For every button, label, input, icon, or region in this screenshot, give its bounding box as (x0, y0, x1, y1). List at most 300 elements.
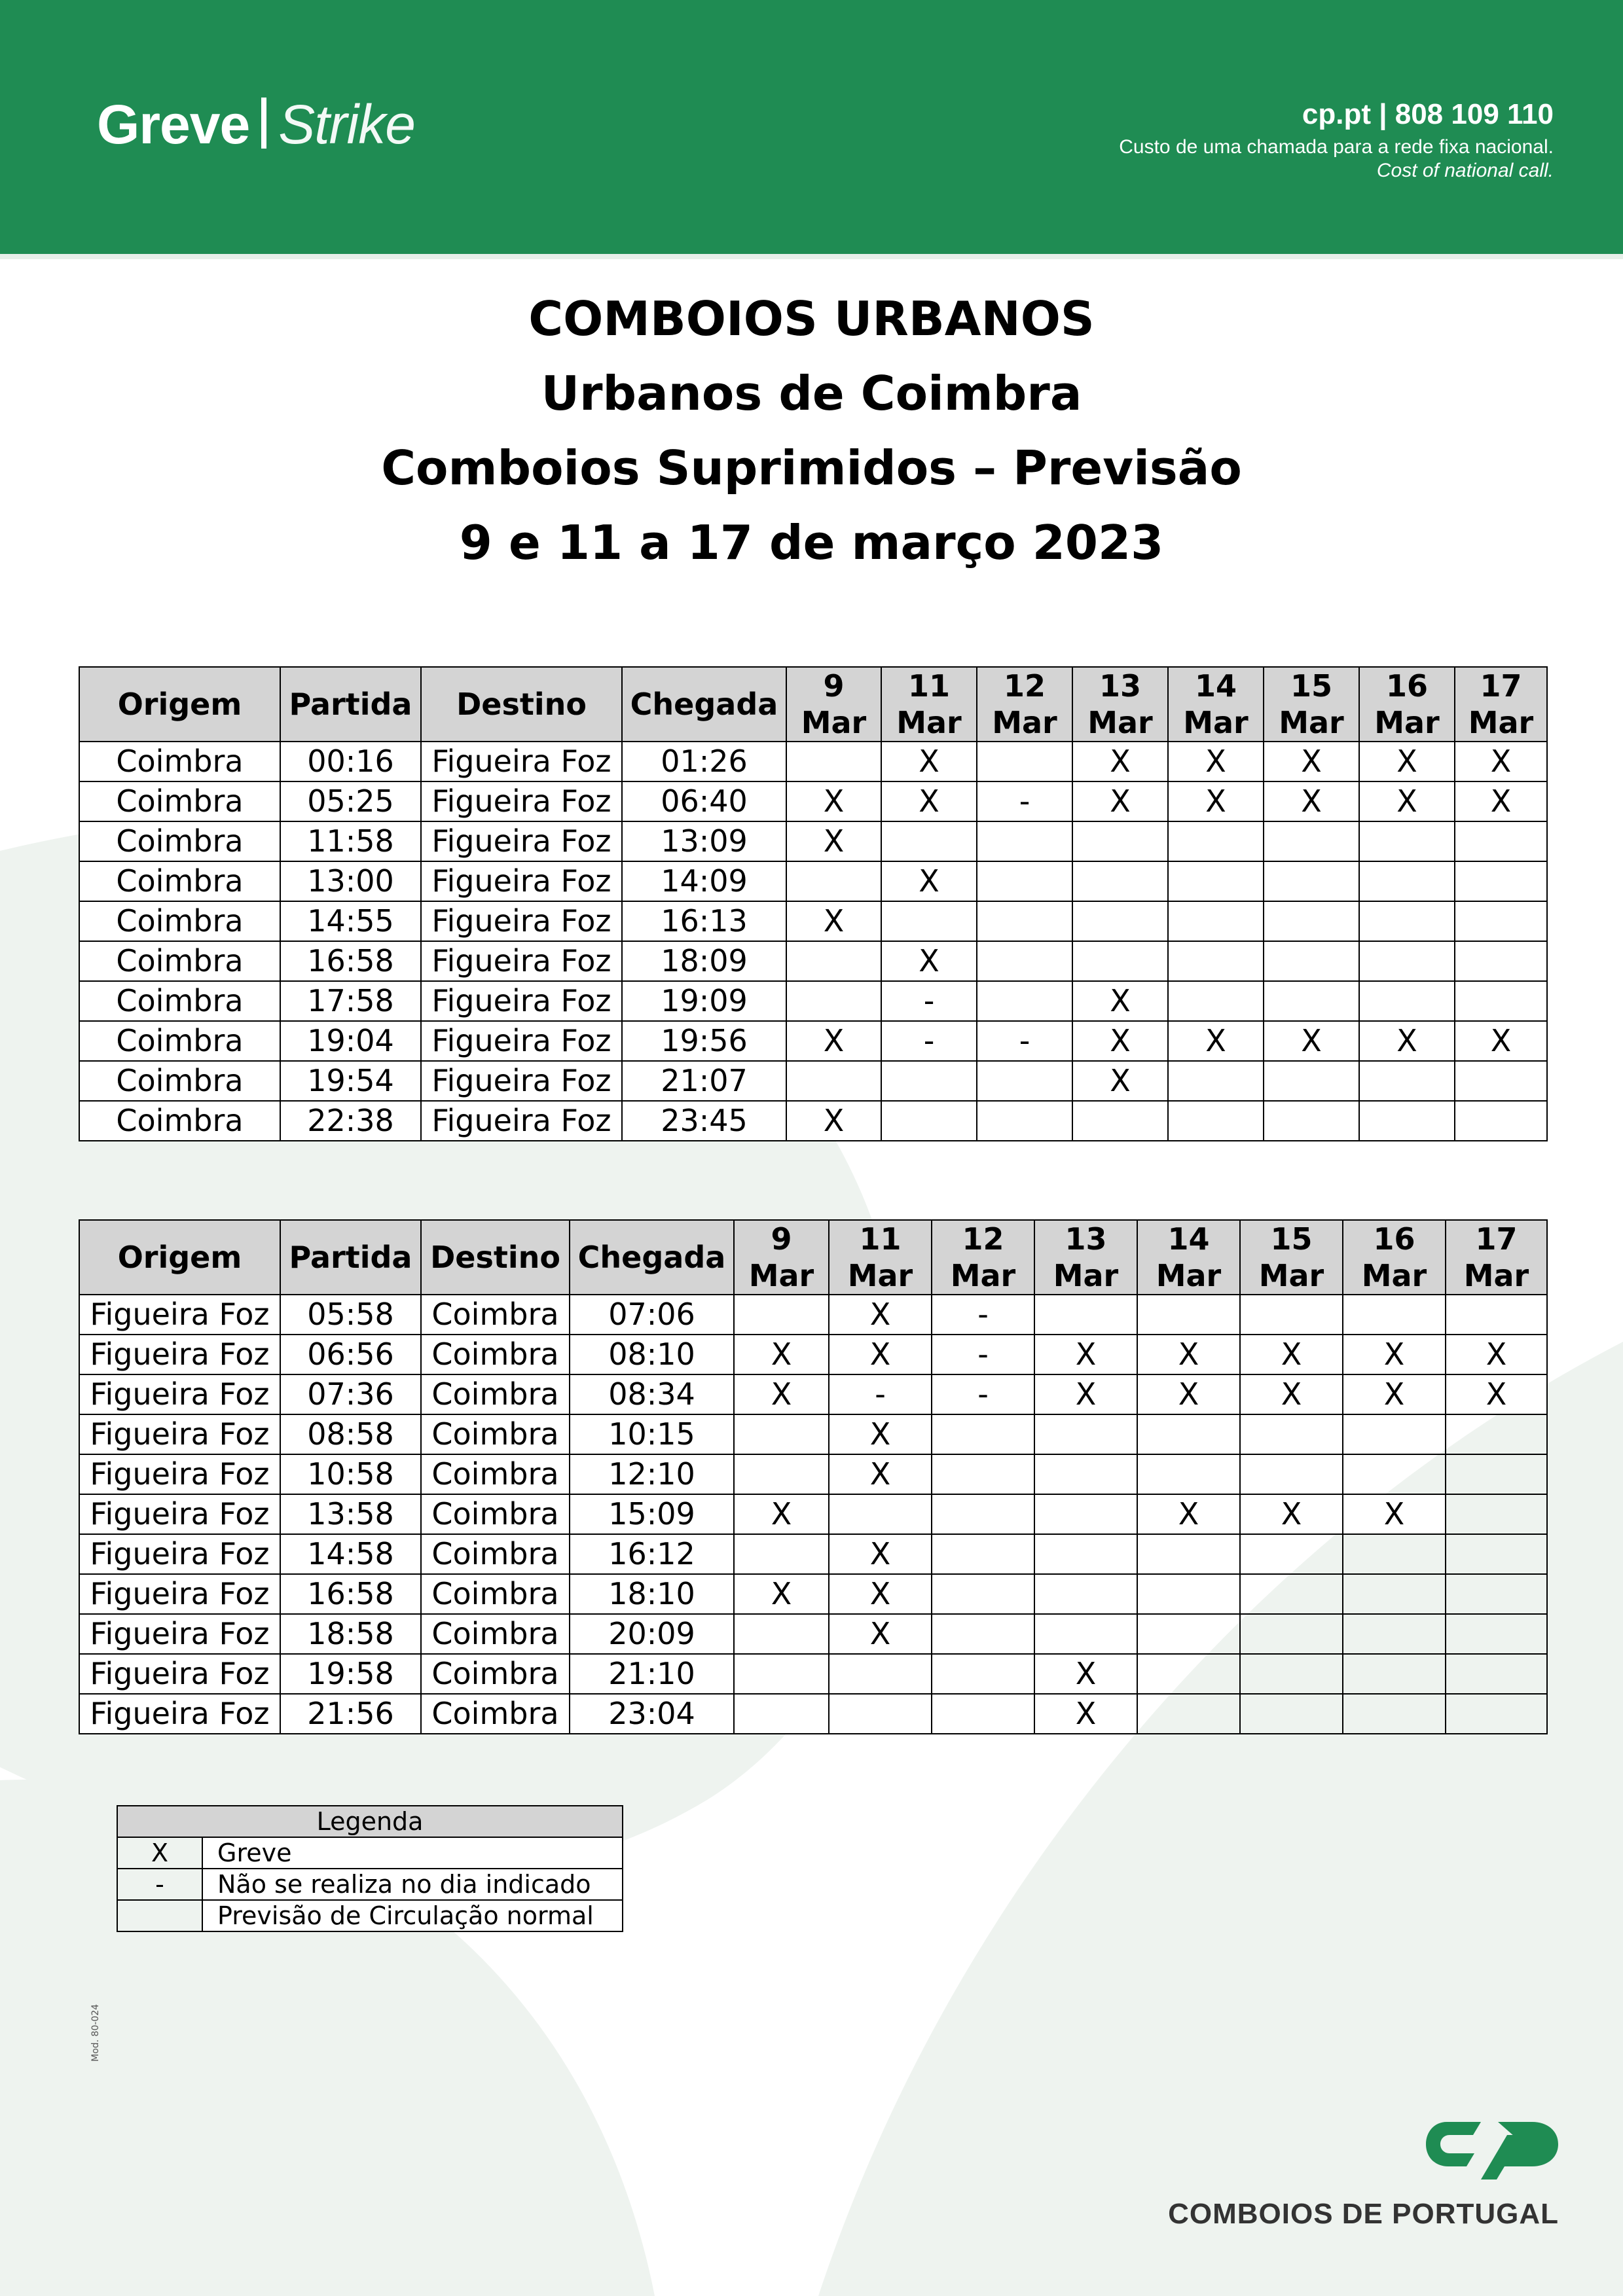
contact-phone: cp.pt | 808 109 110 (1302, 98, 1554, 130)
cell-day-status (1343, 1454, 1446, 1494)
col-header-day (1343, 1220, 1446, 1295)
cell-chegada: 06:40 (622, 781, 786, 821)
col-header-day (1072, 667, 1168, 742)
cell-destino: Figueira Foz (421, 861, 622, 901)
cell-day-status: X (1455, 781, 1547, 821)
cell-day-status: - (977, 781, 1072, 821)
cell-day-status (1359, 1061, 1455, 1101)
cell-day-status (829, 1494, 932, 1534)
cell-origem: Figueira Foz (79, 1374, 280, 1414)
cell-day-status (1264, 1101, 1359, 1141)
cell-day-status (1264, 901, 1359, 941)
cell-day-status (1446, 1454, 1547, 1494)
cell-day-status: X (786, 821, 881, 861)
day-month: Mar (748, 1258, 814, 1293)
cell-day-status: X (1359, 1021, 1455, 1061)
legend-title: Legenda (117, 1806, 623, 1837)
cell-destino: Figueira Foz (421, 901, 622, 941)
cell-day-status (1446, 1654, 1547, 1694)
cell-destino: Coimbra (421, 1574, 570, 1614)
legend-table (117, 1805, 623, 1932)
contact-cost-en: Cost of national call. (1376, 160, 1554, 181)
table-header-row (79, 1220, 1547, 1295)
day-number: 14 (1194, 668, 1237, 704)
day-number: 15 (1270, 1221, 1313, 1257)
cell-day-status: X (786, 1021, 881, 1061)
cell-origem: Coimbra (79, 1101, 280, 1141)
cell-chegada: 10:15 (570, 1414, 734, 1454)
cell-day-status: X (829, 1454, 932, 1494)
cell-day-status (1168, 1061, 1264, 1101)
cell-chegada: 19:09 (622, 981, 786, 1021)
table-row (79, 981, 1547, 1021)
cell-destino: Figueira Foz (421, 1101, 622, 1141)
col-header-partida: Partida (280, 667, 421, 742)
legend-symbol (117, 1900, 202, 1931)
col-header-origem: Origem (79, 1220, 280, 1295)
cell-partida: 08:58 (280, 1414, 421, 1454)
cell-day-status (1072, 941, 1168, 981)
cell-day-status (1343, 1414, 1446, 1454)
brand-logo (97, 93, 415, 156)
cell-origem: Coimbra (79, 1021, 280, 1061)
legend-text: Não se realiza no dia indicado (202, 1869, 623, 1900)
col-header-day (1359, 667, 1455, 742)
col-header-destino: Destino (421, 667, 622, 742)
cell-partida: 13:58 (280, 1494, 421, 1534)
cell-day-status (932, 1654, 1034, 1694)
cell-day-status (829, 1694, 932, 1734)
cell-day-status (1455, 861, 1547, 901)
cell-day-status: - (881, 981, 977, 1021)
cell-day-status: X (1264, 1021, 1359, 1061)
cell-chegada: 08:34 (570, 1374, 734, 1414)
cell-day-status: X (1240, 1335, 1343, 1374)
cell-partida: 19:04 (280, 1021, 421, 1061)
cell-day-status: X (786, 1101, 881, 1141)
cell-day-status (881, 1061, 977, 1101)
cell-day-status (977, 1061, 1072, 1101)
cell-day-status (734, 1295, 829, 1335)
cell-origem: Figueira Foz (79, 1414, 280, 1454)
table-row (79, 901, 1547, 941)
cell-partida: 22:38 (280, 1101, 421, 1141)
cell-day-status (1168, 901, 1264, 941)
day-month: Mar (1279, 705, 1344, 740)
cell-partida: 05:58 (280, 1295, 421, 1335)
cell-partida: 16:58 (280, 941, 421, 981)
cell-day-status: - (932, 1295, 1034, 1335)
cell-chegada: 18:09 (622, 941, 786, 981)
table-row (79, 821, 1547, 861)
cell-day-status (1034, 1414, 1137, 1454)
cell-day-status (1264, 941, 1359, 981)
day-month: Mar (1087, 705, 1153, 740)
col-header-day (932, 1220, 1034, 1295)
day-number: 11 (907, 668, 950, 704)
cell-day-status: X (1264, 781, 1359, 821)
cell-day-status (1240, 1574, 1343, 1614)
cell-destino: Coimbra (421, 1295, 570, 1335)
cell-day-status: X (1168, 781, 1264, 821)
cell-day-status (1455, 1101, 1547, 1141)
cell-day-status (1168, 821, 1264, 861)
cell-day-status: X (1072, 742, 1168, 781)
cell-day-status (1359, 981, 1455, 1021)
cell-day-status (1072, 901, 1168, 941)
cell-destino: Coimbra (421, 1614, 570, 1654)
cell-partida: 17:58 (280, 981, 421, 1021)
cell-origem: Figueira Foz (79, 1694, 280, 1734)
cell-day-status (977, 742, 1072, 781)
col-header-day (977, 667, 1072, 742)
col-header-origem: Origem (79, 667, 280, 742)
cell-day-status (977, 1101, 1072, 1141)
cell-day-status (1137, 1694, 1240, 1734)
schedule-table-figueira-coimbra (79, 1219, 1548, 1734)
table-row (79, 1654, 1547, 1694)
cell-day-status: X (1034, 1335, 1137, 1374)
cell-day-status: X (1359, 742, 1455, 781)
cell-day-status (977, 821, 1072, 861)
cell-day-status (932, 1414, 1034, 1454)
cell-chegada: 16:13 (622, 901, 786, 941)
cell-partida: 14:55 (280, 901, 421, 941)
cell-day-status: X (1137, 1494, 1240, 1534)
cell-chegada: 08:10 (570, 1335, 734, 1374)
cell-origem: Coimbra (79, 861, 280, 901)
col-header-chegada: Chegada (570, 1220, 734, 1295)
table-header-row (79, 667, 1547, 742)
contact-cost-pt: Custo de uma chamada para a rede fixa nacional. (1119, 136, 1554, 158)
header-banner (0, 0, 1623, 254)
cell-day-status (1240, 1414, 1343, 1454)
cell-day-status (786, 941, 881, 981)
cell-origem: Coimbra (79, 981, 280, 1021)
table-row (79, 1694, 1547, 1734)
cell-day-status (977, 861, 1072, 901)
cell-day-status: X (734, 1494, 829, 1534)
cell-chegada: 23:45 (622, 1101, 786, 1141)
day-number: 9 (771, 1221, 792, 1257)
cell-day-status (1359, 901, 1455, 941)
cell-origem: Figueira Foz (79, 1494, 280, 1534)
cell-day-status (1240, 1614, 1343, 1654)
cell-day-status: - (977, 1021, 1072, 1061)
col-header-day (829, 1220, 932, 1295)
title-line-1: COMBOIOS URBANOS (528, 291, 1095, 346)
day-number: 12 (962, 1221, 1004, 1257)
cell-day-status: - (932, 1335, 1034, 1374)
cell-partida: 16:58 (280, 1574, 421, 1614)
cell-day-status: X (734, 1335, 829, 1374)
cell-day-status (1137, 1534, 1240, 1574)
cell-day-status: X (1034, 1654, 1137, 1694)
table-row (79, 941, 1547, 981)
cell-origem: Coimbra (79, 821, 280, 861)
day-number: 9 (823, 668, 845, 704)
table-body (79, 1295, 1547, 1734)
cell-day-status (734, 1694, 829, 1734)
cell-destino: Coimbra (421, 1374, 570, 1414)
company-name: COMBOIOS DE PORTUGAL (1168, 2198, 1559, 2230)
cell-partida: 10:58 (280, 1454, 421, 1494)
cell-day-status (1072, 1101, 1168, 1141)
cell-origem: Figueira Foz (79, 1614, 280, 1654)
cell-day-status (1264, 861, 1359, 901)
cell-day-status (1359, 1101, 1455, 1141)
cell-origem: Figueira Foz (79, 1454, 280, 1494)
cell-destino: Coimbra (421, 1335, 570, 1374)
table-row (79, 1061, 1547, 1101)
day-month: Mar (801, 705, 867, 740)
col-header-day (1455, 667, 1547, 742)
col-header-destino: Destino (421, 1220, 570, 1295)
cell-day-status (786, 742, 881, 781)
contact-info (1119, 98, 1554, 182)
day-month: Mar (1361, 1258, 1427, 1293)
cell-day-status: X (829, 1295, 932, 1335)
cell-day-status (1343, 1614, 1446, 1654)
cell-chegada: 18:10 (570, 1574, 734, 1614)
cell-day-status (1446, 1614, 1547, 1654)
table-row (79, 781, 1547, 821)
schedule-table-coimbra-figueira (79, 666, 1548, 1141)
cell-origem: Figueira Foz (79, 1295, 280, 1335)
legend-row (117, 1900, 623, 1931)
cell-day-status: X (829, 1574, 932, 1614)
day-number: 17 (1480, 668, 1522, 704)
day-month: Mar (1468, 705, 1534, 740)
cell-day-status (932, 1454, 1034, 1494)
cell-day-status (734, 1654, 829, 1694)
cell-day-status: X (1240, 1374, 1343, 1414)
legend-body (117, 1837, 623, 1931)
brand-greve: Greve (97, 94, 250, 155)
cell-partida: 19:58 (280, 1654, 421, 1694)
cell-day-status (1240, 1654, 1343, 1694)
cell-chegada: 21:07 (622, 1061, 786, 1101)
day-number: 12 (1003, 668, 1046, 704)
cell-day-status (1034, 1295, 1137, 1335)
col-header-day (1034, 1220, 1137, 1295)
cell-day-status (734, 1534, 829, 1574)
cell-chegada: 23:04 (570, 1694, 734, 1734)
table-row (79, 742, 1547, 781)
cell-day-status: X (829, 1414, 932, 1454)
cell-destino: Coimbra (421, 1694, 570, 1734)
cell-day-status (1137, 1614, 1240, 1654)
cell-chegada: 20:09 (570, 1614, 734, 1654)
cell-origem: Figueira Foz (79, 1654, 280, 1694)
table-row (79, 1454, 1547, 1494)
cell-day-status: X (1034, 1374, 1137, 1414)
cell-day-status (1240, 1694, 1343, 1734)
col-header-day (1446, 1220, 1547, 1295)
cell-day-status (1343, 1295, 1446, 1335)
day-month: Mar (1156, 1258, 1222, 1293)
cell-chegada: 12:10 (570, 1454, 734, 1494)
cell-destino: Figueira Foz (421, 1061, 622, 1101)
col-header-day (734, 1220, 829, 1295)
col-header-partida: Partida (280, 1220, 421, 1295)
table-row (79, 1335, 1547, 1374)
cell-destino: Coimbra (421, 1414, 570, 1454)
cell-day-status (1359, 821, 1455, 861)
cell-day-status: X (1446, 1374, 1547, 1414)
day-month: Mar (992, 705, 1057, 740)
cell-destino: Coimbra (421, 1534, 570, 1574)
cell-day-status (1137, 1654, 1240, 1694)
cell-day-status (1343, 1654, 1446, 1694)
title-line-3: Comboios Suprimidos – Previsão (381, 440, 1242, 495)
cell-partida: 21:56 (280, 1694, 421, 1734)
cell-day-status (829, 1654, 932, 1694)
cell-day-status: X (881, 781, 977, 821)
cell-day-status (881, 821, 977, 861)
cell-day-status (1168, 941, 1264, 981)
cell-day-status: X (1359, 781, 1455, 821)
cell-day-status: X (1455, 742, 1547, 781)
table-row (79, 1101, 1547, 1141)
cell-day-status: X (829, 1335, 932, 1374)
cell-day-status (1168, 1101, 1264, 1141)
cell-day-status (1137, 1574, 1240, 1614)
col-header-day (1137, 1220, 1240, 1295)
cell-day-status: X (881, 941, 977, 981)
cell-day-status (1137, 1454, 1240, 1494)
cell-day-status (1343, 1534, 1446, 1574)
table-body (79, 742, 1547, 1141)
table-row (79, 1295, 1547, 1335)
cell-day-status (932, 1574, 1034, 1614)
cell-partida: 14:58 (280, 1534, 421, 1574)
legend-symbol: X (117, 1837, 202, 1869)
col-header-chegada: Chegada (622, 667, 786, 742)
cell-day-status (977, 981, 1072, 1021)
cell-partida: 13:00 (280, 861, 421, 901)
day-number: 16 (1385, 668, 1428, 704)
cell-partida: 18:58 (280, 1614, 421, 1654)
cell-day-status: X (1343, 1494, 1446, 1534)
cell-day-status: X (1072, 1061, 1168, 1101)
cell-day-status (734, 1614, 829, 1654)
cell-day-status (1137, 1295, 1240, 1335)
table-row (79, 1494, 1547, 1534)
cell-day-status (881, 901, 977, 941)
cell-day-status (1034, 1454, 1137, 1494)
cell-day-status (1072, 821, 1168, 861)
cell-day-status (786, 981, 881, 1021)
table-row (79, 1374, 1547, 1414)
cell-day-status (1034, 1574, 1137, 1614)
cell-day-status: X (786, 781, 881, 821)
day-number: 14 (1167, 1221, 1210, 1257)
brand-separator (261, 98, 266, 149)
cell-day-status: X (1343, 1374, 1446, 1414)
cell-day-status: X (1343, 1335, 1446, 1374)
cell-day-status (1455, 981, 1547, 1021)
cell-day-status (1072, 861, 1168, 901)
cell-partida: 00:16 (280, 742, 421, 781)
day-number: 15 (1290, 668, 1332, 704)
cell-chegada: 01:26 (622, 742, 786, 781)
day-month: Mar (1258, 1258, 1324, 1293)
cell-destino: Coimbra (421, 1654, 570, 1694)
cell-chegada: 19:56 (622, 1021, 786, 1061)
document-title (0, 281, 1623, 580)
cell-chegada: 07:06 (570, 1295, 734, 1335)
cell-day-status: X (734, 1574, 829, 1614)
cell-day-status: X (829, 1614, 932, 1654)
cell-origem: Coimbra (79, 742, 280, 781)
cell-day-status (932, 1534, 1034, 1574)
cell-day-status (1359, 941, 1455, 981)
cell-day-status: X (1455, 1021, 1547, 1061)
cell-day-status (1168, 981, 1264, 1021)
cell-day-status (1240, 1534, 1343, 1574)
cell-origem: Coimbra (79, 1061, 280, 1101)
cp-logo-icon (1421, 2113, 1565, 2185)
header-divider (0, 254, 1623, 259)
col-header-day (1240, 1220, 1343, 1295)
col-header-day (1264, 667, 1359, 742)
cell-chegada: 13:09 (622, 821, 786, 861)
cell-day-status: X (1240, 1494, 1343, 1534)
form-code: Mod. 80-024 (90, 2003, 101, 2062)
cell-origem: Coimbra (79, 941, 280, 981)
cell-day-status (1264, 1061, 1359, 1101)
cell-day-status: - (881, 1021, 977, 1061)
table-row (79, 1534, 1547, 1574)
cell-day-status (932, 1694, 1034, 1734)
title-line-4: 9 e 11 a 17 de março 2023 (459, 515, 1164, 570)
cell-day-status: - (829, 1374, 932, 1414)
cell-day-status: X (881, 742, 977, 781)
table-row (79, 1614, 1547, 1654)
day-month: Mar (847, 1258, 913, 1293)
cell-day-status (1446, 1694, 1547, 1734)
cell-day-status: X (1168, 742, 1264, 781)
cell-day-status (881, 1101, 977, 1141)
cell-origem: Figueira Foz (79, 1335, 280, 1374)
cell-day-status (1137, 1414, 1240, 1454)
day-month: Mar (896, 705, 962, 740)
cell-destino: Figueira Foz (421, 781, 622, 821)
cell-day-status (1034, 1494, 1137, 1534)
cell-day-status: X (1072, 781, 1168, 821)
cell-day-status (1455, 901, 1547, 941)
cell-day-status (977, 901, 1072, 941)
day-number: 17 (1475, 1221, 1518, 1257)
cell-day-status (1446, 1414, 1547, 1454)
cell-partida: 11:58 (280, 821, 421, 861)
cell-destino: Coimbra (421, 1494, 570, 1534)
day-number: 13 (1099, 668, 1141, 704)
cell-origem: Coimbra (79, 781, 280, 821)
cell-day-status: X (881, 861, 977, 901)
cell-day-status (1446, 1494, 1547, 1534)
table-row (79, 1574, 1547, 1614)
cell-day-status (1446, 1295, 1547, 1335)
cell-destino: Figueira Foz (421, 941, 622, 981)
cell-partida: 05:25 (280, 781, 421, 821)
cell-day-status: X (1168, 1021, 1264, 1061)
cell-day-status: X (786, 901, 881, 941)
cell-day-status (1359, 861, 1455, 901)
cell-destino: Figueira Foz (421, 981, 622, 1021)
col-header-day (881, 667, 977, 742)
